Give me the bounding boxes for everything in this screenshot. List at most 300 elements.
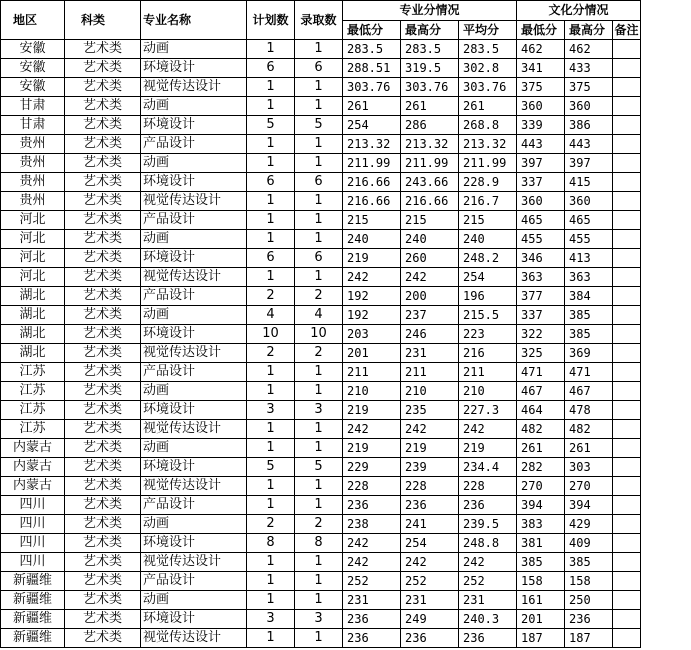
cell-plan: 1 [247,439,295,458]
cell-major-min: 219 [343,249,401,268]
cell-major-max: 219 [401,439,459,458]
cell-admitted: 6 [295,173,343,192]
table-row [1,610,641,629]
cell-major-min: 229 [343,458,401,477]
cell-plan: 6 [247,173,295,192]
cell-culture-max: 478 [565,401,613,420]
cell-category: 艺术类 [65,363,141,382]
cell-major: 视觉传达设计 [141,268,247,287]
cell-category: 艺术类 [65,97,141,116]
cell-major: 视觉传达设计 [141,344,247,363]
cell-major-max: 231 [401,591,459,610]
table-row [1,116,641,135]
cell-admitted: 1 [295,477,343,496]
cell-culture-max: 384 [565,287,613,306]
cell-region: 河北 [1,249,65,268]
cell-region: 贵州 [1,173,65,192]
cell-admitted: 1 [295,496,343,515]
table-row [1,40,641,59]
cell-admitted: 10 [295,325,343,344]
cell-major-max: 215 [401,211,459,230]
cell-culture-min: 377 [517,287,565,306]
header-note: 备注 [613,21,641,40]
cell-major-min: 261 [343,97,401,116]
cell-category: 艺术类 [65,420,141,439]
cell-note [613,78,641,97]
cell-category: 艺术类 [65,78,141,97]
cell-region: 湖北 [1,306,65,325]
cell-admitted: 6 [295,249,343,268]
cell-major-avg: 236 [459,496,517,515]
table-row [1,249,641,268]
cell-category: 艺术类 [65,553,141,572]
cell-major-min: 303.76 [343,78,401,97]
cell-plan: 3 [247,401,295,420]
cell-plan: 6 [247,249,295,268]
cell-note [613,515,641,534]
cell-culture-min: 201 [517,610,565,629]
cell-culture-max: 462 [565,40,613,59]
cell-major-min: 242 [343,553,401,572]
header-culture-score-group: 文化分情况 [517,1,641,21]
cell-category: 艺术类 [65,344,141,363]
table-body [1,40,641,648]
table-row [1,572,641,591]
table-row [1,154,641,173]
cell-major-avg: 211.99 [459,154,517,173]
cell-culture-max: 369 [565,344,613,363]
cell-plan: 1 [247,192,295,211]
cell-region: 新疆维 [1,572,65,591]
header-category: 科类 [65,1,141,40]
cell-plan: 1 [247,97,295,116]
cell-culture-max: 467 [565,382,613,401]
cell-culture-max: 261 [565,439,613,458]
header-major-score-group: 专业分情况 [343,1,517,21]
cell-region: 四川 [1,553,65,572]
cell-note [613,59,641,78]
cell-note [613,477,641,496]
cell-plan: 1 [247,78,295,97]
cell-note [613,439,641,458]
cell-plan: 10 [247,325,295,344]
cell-region: 贵州 [1,154,65,173]
cell-major-avg: 223 [459,325,517,344]
cell-culture-min: 339 [517,116,565,135]
cell-category: 艺术类 [65,629,141,648]
cell-plan: 2 [247,344,295,363]
cell-note [613,344,641,363]
cell-culture-max: 482 [565,420,613,439]
table-row [1,230,641,249]
cell-major-avg: 216.7 [459,192,517,211]
cell-plan: 1 [247,591,295,610]
cell-major-min: 228 [343,477,401,496]
cell-culture-min: 381 [517,534,565,553]
cell-culture-min: 464 [517,401,565,420]
header-culture-min: 最低分 [517,21,565,40]
cell-culture-max: 236 [565,610,613,629]
cell-major: 产品设计 [141,287,247,306]
cell-major-avg: 231 [459,591,517,610]
table-row [1,534,641,553]
cell-category: 艺术类 [65,401,141,420]
cell-culture-max: 465 [565,211,613,230]
cell-major-max: 286 [401,116,459,135]
cell-culture-max: 433 [565,59,613,78]
cell-plan: 1 [247,154,295,173]
cell-major-min: 192 [343,287,401,306]
cell-major-max: 210 [401,382,459,401]
cell-major-max: 213.32 [401,135,459,154]
cell-major-max: 242 [401,553,459,572]
table-row [1,268,641,287]
cell-admitted: 1 [295,268,343,287]
cell-plan: 1 [247,629,295,648]
cell-major-avg: 215 [459,211,517,230]
cell-region: 新疆维 [1,629,65,648]
cell-plan: 3 [247,610,295,629]
cell-major-min: 219 [343,439,401,458]
cell-plan: 5 [247,116,295,135]
cell-note [613,40,641,59]
cell-note [613,325,641,344]
cell-major: 环境设计 [141,173,247,192]
cell-major: 环境设计 [141,249,247,268]
header-admitted: 录取数 [295,1,343,40]
cell-major-min: 242 [343,420,401,439]
cell-major-avg: 240 [459,230,517,249]
cell-major-avg: 302.8 [459,59,517,78]
table-row [1,97,641,116]
cell-admitted: 2 [295,344,343,363]
cell-culture-min: 482 [517,420,565,439]
cell-culture-min: 346 [517,249,565,268]
cell-major-avg: 210 [459,382,517,401]
header-plan: 计划数 [247,1,295,40]
cell-category: 艺术类 [65,287,141,306]
cell-major: 视觉传达设计 [141,78,247,97]
table-row [1,59,641,78]
cell-major-min: 231 [343,591,401,610]
table-row [1,325,641,344]
table-row [1,401,641,420]
cell-note [613,135,641,154]
cell-major-avg: 228 [459,477,517,496]
header-major-min: 最低分 [343,21,401,40]
header-culture-max: 最高分 [565,21,613,40]
cell-culture-max: 385 [565,553,613,572]
cell-culture-min: 462 [517,40,565,59]
cell-culture-min: 158 [517,572,565,591]
cell-major-avg: 240.3 [459,610,517,629]
cell-category: 艺术类 [65,439,141,458]
cell-major: 动画 [141,439,247,458]
cell-category: 艺术类 [65,249,141,268]
cell-region: 内蒙古 [1,439,65,458]
cell-culture-max: 363 [565,268,613,287]
cell-admitted: 3 [295,401,343,420]
cell-region: 江苏 [1,363,65,382]
cell-note [613,192,641,211]
cell-major: 产品设计 [141,363,247,382]
cell-note [613,211,641,230]
cell-admitted: 1 [295,629,343,648]
cell-major-min: 254 [343,116,401,135]
cell-note [613,496,641,515]
cell-major-max: 249 [401,610,459,629]
cell-plan: 1 [247,572,295,591]
cell-region: 甘肃 [1,116,65,135]
table-row [1,211,641,230]
cell-note [613,268,641,287]
cell-major-max: 252 [401,572,459,591]
cell-major: 环境设计 [141,534,247,553]
cell-culture-min: 443 [517,135,565,154]
cell-plan: 1 [247,420,295,439]
cell-major: 动画 [141,591,247,610]
cell-major: 动画 [141,515,247,534]
cell-culture-min: 270 [517,477,565,496]
cell-plan: 1 [247,268,295,287]
cell-admitted: 1 [295,211,343,230]
cell-major-avg: 219 [459,439,517,458]
cell-category: 艺术类 [65,306,141,325]
cell-major-avg: 242 [459,553,517,572]
cell-culture-max: 415 [565,173,613,192]
cell-culture-min: 282 [517,458,565,477]
header-major-max: 最高分 [401,21,459,40]
cell-major: 环境设计 [141,458,247,477]
cell-admitted: 1 [295,420,343,439]
cell-region: 湖北 [1,325,65,344]
cell-major-max: 242 [401,420,459,439]
cell-admitted: 1 [295,40,343,59]
cell-major-avg: 228.9 [459,173,517,192]
cell-major-max: 243.66 [401,173,459,192]
cell-admitted: 1 [295,135,343,154]
cell-major: 动画 [141,382,247,401]
cell-major-min: 283.5 [343,40,401,59]
cell-admitted: 6 [295,59,343,78]
cell-major-max: 283.5 [401,40,459,59]
cell-major-max: 211.99 [401,154,459,173]
cell-region: 四川 [1,496,65,515]
cell-culture-max: 409 [565,534,613,553]
cell-plan: 1 [247,363,295,382]
cell-major-min: 288.51 [343,59,401,78]
cell-category: 艺术类 [65,268,141,287]
cell-major-avg: 242 [459,420,517,439]
cell-major-min: 252 [343,572,401,591]
cell-major-max: 236 [401,629,459,648]
cell-major-min: 236 [343,610,401,629]
cell-major-min: 242 [343,268,401,287]
cell-culture-min: 467 [517,382,565,401]
cell-major: 产品设计 [141,496,247,515]
cell-major-min: 216.66 [343,192,401,211]
cell-major-min: 192 [343,306,401,325]
cell-category: 艺术类 [65,59,141,78]
cell-category: 艺术类 [65,116,141,135]
cell-category: 艺术类 [65,534,141,553]
cell-major-min: 236 [343,496,401,515]
cell-culture-max: 385 [565,306,613,325]
cell-culture-max: 455 [565,230,613,249]
cell-culture-min: 397 [517,154,565,173]
cell-culture-min: 363 [517,268,565,287]
cell-region: 江苏 [1,420,65,439]
cell-major: 环境设计 [141,610,247,629]
cell-culture-max: 158 [565,572,613,591]
table-row [1,344,641,363]
cell-region: 河北 [1,268,65,287]
cell-culture-max: 360 [565,97,613,116]
cell-culture-min: 383 [517,515,565,534]
cell-admitted: 1 [295,553,343,572]
cell-major-min: 213.32 [343,135,401,154]
cell-note [613,116,641,135]
cell-admitted: 1 [295,363,343,382]
cell-major-max: 231 [401,344,459,363]
table-row [1,629,641,648]
cell-culture-max: 429 [565,515,613,534]
header-major: 专业名称 [141,1,247,40]
cell-region: 贵州 [1,192,65,211]
cell-note [613,363,641,382]
cell-region: 贵州 [1,135,65,154]
cell-culture-min: 325 [517,344,565,363]
cell-admitted: 8 [295,534,343,553]
cell-note [613,306,641,325]
cell-culture-min: 465 [517,211,565,230]
cell-category: 艺术类 [65,515,141,534]
cell-major: 动画 [141,40,247,59]
cell-culture-max: 187 [565,629,613,648]
cell-major-min: 210 [343,382,401,401]
cell-major-min: 203 [343,325,401,344]
cell-plan: 1 [247,211,295,230]
cell-major: 视觉传达设计 [141,192,247,211]
cell-note [613,173,641,192]
cell-major-avg: 283.5 [459,40,517,59]
cell-culture-min: 394 [517,496,565,515]
cell-category: 艺术类 [65,382,141,401]
cell-culture-max: 250 [565,591,613,610]
cell-admitted: 5 [295,116,343,135]
cell-region: 内蒙古 [1,458,65,477]
table-row [1,363,641,382]
cell-admitted: 1 [295,382,343,401]
cell-major-max: 242 [401,268,459,287]
cell-region: 河北 [1,211,65,230]
cell-culture-max: 386 [565,116,613,135]
cell-major-avg: 303.76 [459,78,517,97]
cell-major-max: 211 [401,363,459,382]
cell-major-max: 261 [401,97,459,116]
cell-major: 视觉传达设计 [141,553,247,572]
cell-note [613,230,641,249]
cell-plan: 1 [247,382,295,401]
cell-note [613,401,641,420]
cell-note [613,458,641,477]
cell-major-max: 240 [401,230,459,249]
cell-category: 艺术类 [65,610,141,629]
cell-plan: 1 [247,40,295,59]
cell-category: 艺术类 [65,591,141,610]
cell-note [613,629,641,648]
cell-major-min: 236 [343,629,401,648]
cell-plan: 2 [247,287,295,306]
cell-major-max: 260 [401,249,459,268]
cell-plan: 4 [247,306,295,325]
cell-note [613,553,641,572]
cell-category: 艺术类 [65,154,141,173]
cell-culture-max: 360 [565,192,613,211]
table-row [1,477,641,496]
cell-category: 艺术类 [65,40,141,59]
cell-region: 湖北 [1,287,65,306]
cell-major-max: 216.66 [401,192,459,211]
cell-admitted: 1 [295,78,343,97]
cell-region: 安徽 [1,59,65,78]
cell-major-avg: 213.32 [459,135,517,154]
table-row [1,553,641,572]
cell-category: 艺术类 [65,135,141,154]
cell-admitted: 2 [295,287,343,306]
cell-plan: 1 [247,496,295,515]
cell-region: 新疆维 [1,591,65,610]
cell-region: 四川 [1,515,65,534]
cell-note [613,534,641,553]
table-row [1,306,641,325]
cell-major-max: 303.76 [401,78,459,97]
cell-admitted: 5 [295,458,343,477]
cell-major-max: 228 [401,477,459,496]
header-group-row [1,1,641,21]
cell-culture-min: 341 [517,59,565,78]
cell-major-max: 237 [401,306,459,325]
header-region: 地区 [1,1,65,40]
cell-culture-min: 375 [517,78,565,97]
cell-culture-min: 385 [517,553,565,572]
cell-plan: 8 [247,534,295,553]
cell-category: 艺术类 [65,458,141,477]
cell-major-avg: 211 [459,363,517,382]
table-row [1,439,641,458]
cell-major: 环境设计 [141,116,247,135]
table-row [1,135,641,154]
cell-culture-max: 375 [565,78,613,97]
table-row [1,192,641,211]
cell-note [613,97,641,116]
cell-culture-max: 443 [565,135,613,154]
cell-note [613,249,641,268]
cell-major: 动画 [141,230,247,249]
table-row [1,515,641,534]
cell-culture-max: 397 [565,154,613,173]
cell-major-max: 235 [401,401,459,420]
cell-admitted: 3 [295,610,343,629]
cell-major-avg: 196 [459,287,517,306]
cell-major: 视觉传达设计 [141,629,247,648]
cell-major-avg: 234.4 [459,458,517,477]
cell-note [613,572,641,591]
cell-major-avg: 216 [459,344,517,363]
cell-culture-max: 394 [565,496,613,515]
cell-major-avg: 215.5 [459,306,517,325]
cell-admitted: 2 [295,515,343,534]
